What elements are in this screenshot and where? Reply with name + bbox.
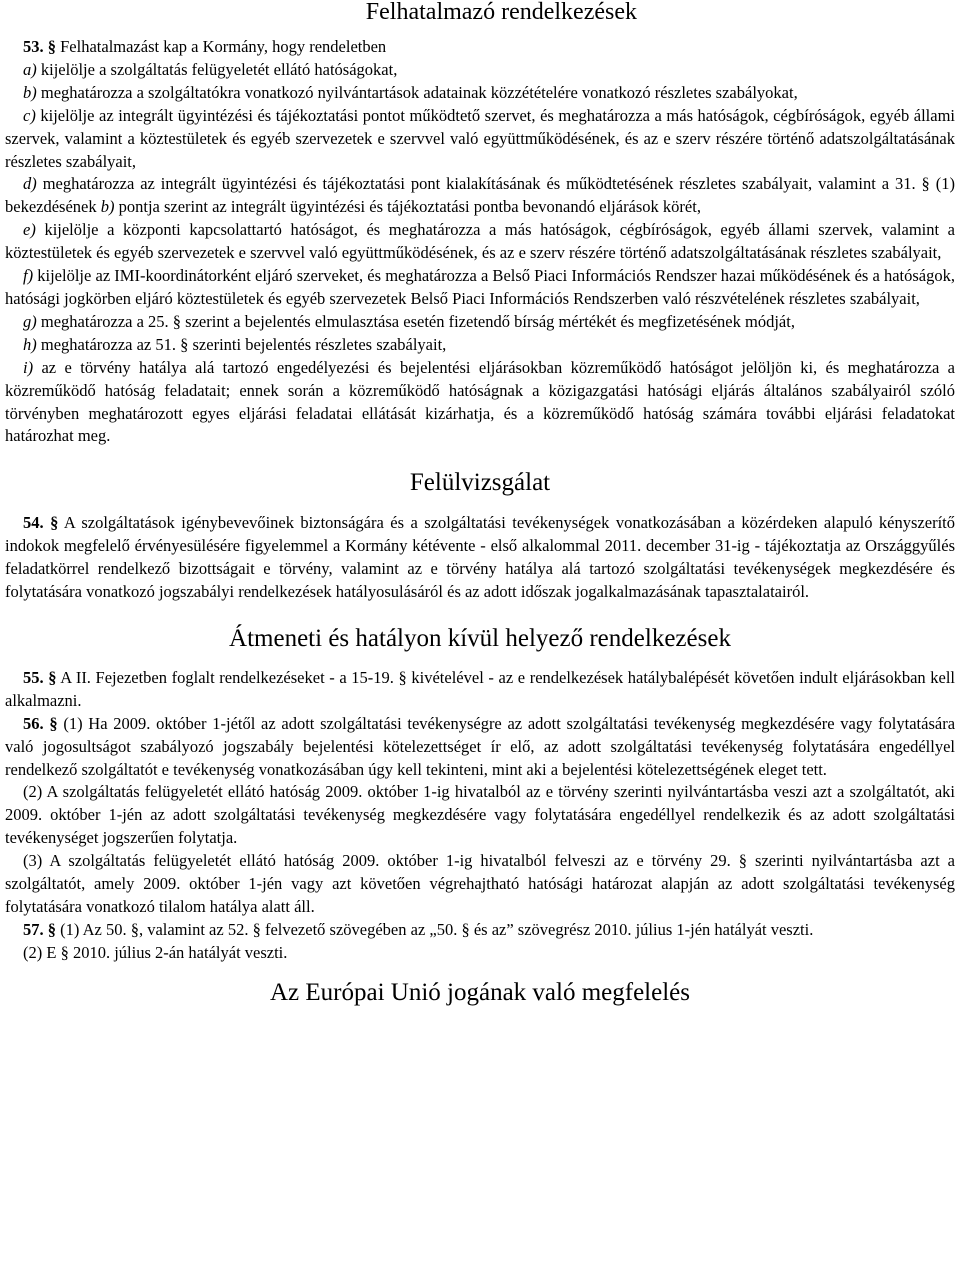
point-text: kijelölje az integrált ügyintézési és tájékoztatási pontot működtető szervet, és meghatározza a más hatóságok, cégbíróságok, egyéb állami szervek, valamint a köztestületek és egyéb szervezetek e szervvel való együttműködésének, és az e szerv részére történő adatszolgáltatásának részletes szabályait,	[5, 105, 955, 171]
s53-point-h	[5, 334, 955, 357]
s53-point-f	[5, 265, 955, 311]
point-label: f)	[23, 266, 34, 286]
s53-point-a	[5, 59, 955, 82]
point-text: meghatározza az 51. § szerinti bejelentés részletes szabályait,	[40, 334, 447, 354]
point-text-continued: pontja szerint az integrált ügyintézési és tájékoztatási pontba bevonandó eljárások körét,	[118, 197, 701, 217]
s54-text: A szolgáltatások igénybevevőinek biztonságára és a szolgáltatási tevékenységek vonatkozásában a közérdeken alapuló kényszerítő indokok megfelelő érvényesülésére figyelemmel a Kormány kétévente - első alkalommal 2011. december 31-ig - tájékoztatja az Országgyűlés feladatkörrel rendelkező bizottságait e törvény, valamint az e törvény hatálya alá tartozó szolgáltatási tevékenységek megkezdésére és folytatására vonatkozó jogszabályi rendelkezések hatályosulásáról és az adott időszak jogalkalmazásának tapasztalatairól.	[5, 513, 955, 602]
s53-intro	[5, 36, 955, 59]
point-reference: b)	[100, 197, 115, 217]
point-text: meghatározza az integrált ügyintézési és tájékoztatási pont kialakításának és működtetésének részletes szabályait, valamint a 31. § (1) bekezdésének	[5, 174, 955, 217]
s53-point-e	[5, 219, 955, 265]
point-text: az e törvény hatálya alá tartozó engedélyezési és bejelentési eljárásokban közreműködő hatóságot jelöljön ki, és meghatározza a közreműködő hatóság feladatait; ennek során a közreműködő hatóságnak a közigazgatási hatósági eljárás általános szabályairól szóló törvényben meghatározott egyes eljárási feladatai ellátását kizárhatja, és a közreműködő hatóság számára további eljárási feladatokat határozhat meg.	[5, 357, 955, 446]
s53-intro-text: Felhatalmazást kap a Kormány, hogy rendeletben	[60, 37, 387, 56]
section-57-para-2: (2) E § 2010. július 2-án hatályát veszti.	[23, 942, 288, 962]
point-label: i)	[23, 357, 34, 377]
s56-number: 56. §	[23, 713, 58, 733]
point-label: e)	[23, 220, 36, 240]
point-text: kijelölje a központi kapcsolattartó hatóságot, és meghatározza a más hatóságok, cégbíróságok, egyéb állami szervek, valamint a köztestületek és egyéb szervezetek e szervvel való együttműködésének, és az e szerv részére történő adatszolgáltatásának részletes szabályait,	[5, 220, 956, 263]
point-text: meghatározza a szolgáltatókra vonatkozó nyilvántartások adatainak közzétételére vonatkozó részletes szabályokat,	[40, 82, 798, 102]
s55-number: 55. §	[23, 667, 57, 687]
section-title-eu: Az Európai Unió jogának való megfelelés	[270, 978, 690, 1006]
point-label: c)	[23, 105, 36, 125]
s55-text: A II. Fejezetben foglalt rendelkezéseket - a 15-19. § kivételével - az e rendelkezések hatálybalépését követően indult eljárásokban kell alkalmazni.	[5, 667, 956, 710]
document-page	[5, 0, 955, 1008]
s53-number: 53. §	[23, 37, 56, 56]
s53-point-b	[5, 82, 955, 105]
s53-point-g	[5, 311, 955, 334]
section-56-para-1	[5, 713, 955, 782]
section-54	[5, 512, 955, 604]
point-label: g)	[23, 311, 37, 331]
s54-number: 54. §	[23, 513, 59, 533]
point-text: meghatározza a 25. § szerint a bejelentés elmulasztása esetén fizetendő bírság mértékét és megfizetésének módját,	[40, 311, 795, 331]
section-56-para-3: (3) A szolgáltatás felügyeletét ellátó hatóság 2009. október 1-ig hivatalból felveszi az e törvény 29. § szerinti nyilvántartásba azt a szolgáltatót, amely 2009. október 1-jén vagy azt követően végrehajtható hatósági határozat alapján az adott szolgáltatási tevékenység folytatására vonatkozó tilalom hatálya alatt áll.	[5, 851, 955, 916]
section-title-atmeneti: Átmeneti és hatályon kívül helyező rendelkezések	[229, 624, 731, 652]
point-text: kijelölje az IMI-koordinátorként eljáró szerveket, és meghatározza a Belső Piaci Információs Rendszer hazai működésének és a hatóságok, hatósági jogkörben eljáró köztestületek és egyéb szervezetek Belső Piaci Információs Rendszerben való részvételének részletes szabályait,	[5, 266, 956, 308]
point-text: kijelölje a szolgáltatás felügyeletét ellátó hatóságokat,	[40, 59, 398, 79]
section-55	[5, 667, 955, 713]
s53-point-i	[5, 357, 955, 449]
point-label: b)	[23, 82, 37, 102]
s53-point-c	[5, 105, 955, 174]
section-57-para-1	[5, 919, 955, 942]
section-title-felhatalmazo: Felhatalmazó rendelkezések	[365, 0, 637, 25]
point-label: a)	[23, 59, 37, 79]
section-56-para-2: (2) A szolgáltatás felügyeletét ellátó hatóság 2009. október 1-ig hivatalból az e törvény szerinti nyilvántartásba veszi azt a szolgáltatót, aki 2009. október 1-jén az adott szolgáltatási tevékenység megkezdésére vagy folytatására engedéllyel rendelkezik és az adott szolgáltatási tevékenységet jogszerűen folytatja.	[5, 782, 955, 848]
s57-text: (1) Az 50. §, valamint az 52. § felvezető szövegében az „50. § és az” szövegrész 2010. július 1-jén hatályát veszti.	[60, 919, 814, 939]
s53-point-d	[5, 173, 955, 219]
s56-text: (1) Ha 2009. október 1-jétől az adott szolgáltatási tevékenységre az adott szolgáltatási tevékenység megkezdésére vagy folytatására való jogosultságot szabályozó jogszabály bejelentési kötelezettséget ír elő, az adott szolgáltatási tevékenység folytatására engedéllyel rendelkező szolgáltatót e tevékenység vonatkozásában úgy kell tekinteni, mint aki a bejelentési kötelezettségének eleget tett.	[5, 713, 956, 779]
section-title-felulvizsgalat: Felülvizsgálat	[409, 469, 551, 497]
point-label: h)	[23, 334, 37, 354]
section-53	[5, 36, 955, 448]
point-label: d)	[23, 174, 37, 194]
s57-number: 57. §	[23, 919, 56, 939]
